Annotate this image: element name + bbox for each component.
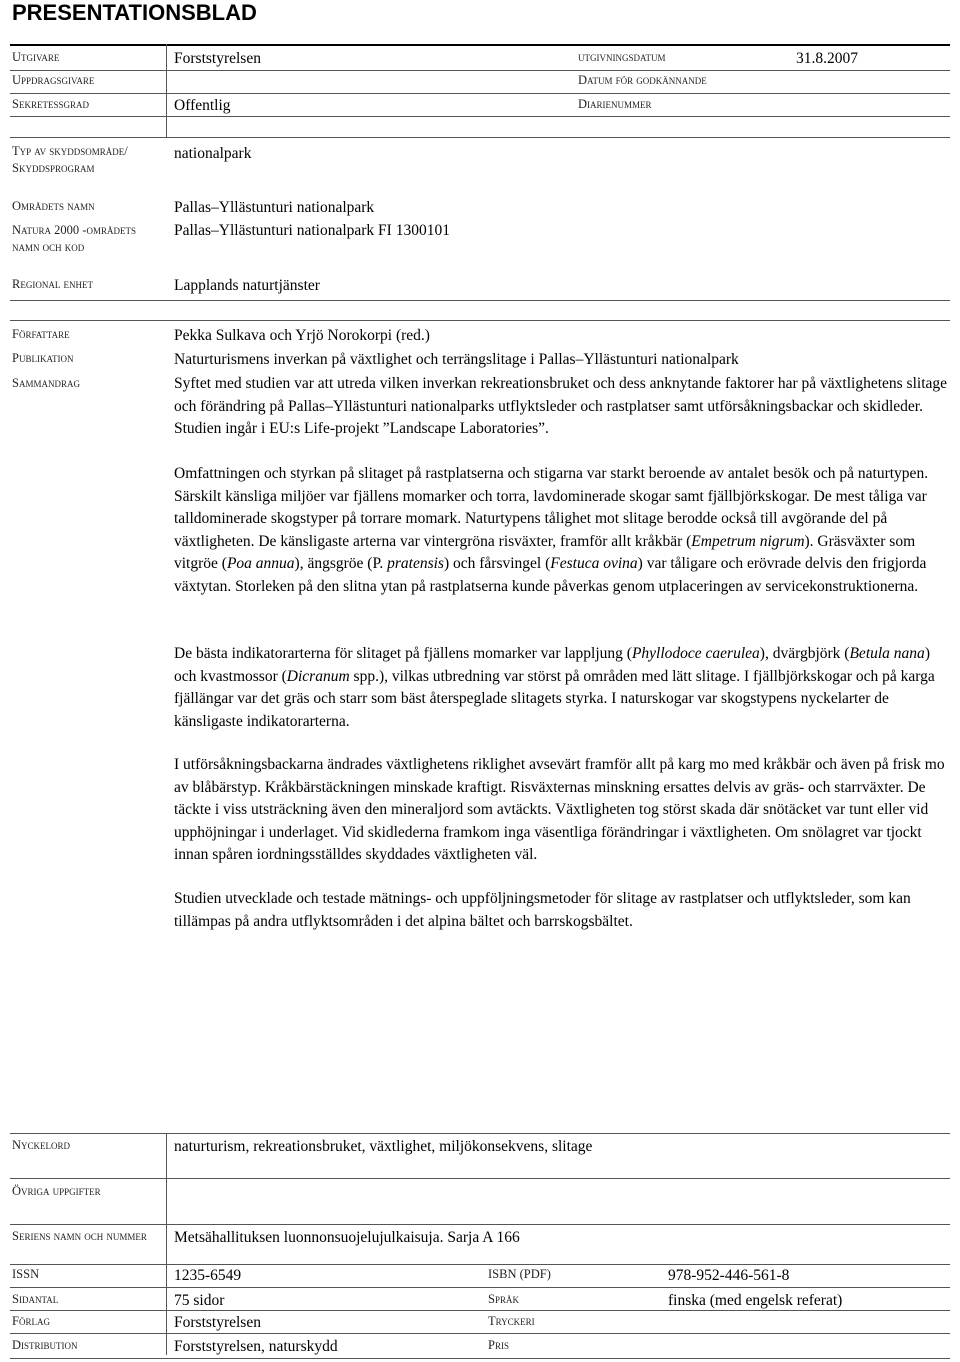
- typ-value: nationalpark: [174, 145, 252, 162]
- summary-text: Omfattningen och styrkan på slitaget på rastplatserna och stigarna var starkt beroende av antalet besök och på naturtypen. Särskilt känsliga miljöer var fjällens momarker och torra, lavdominerade skogar samt fjällbjörkskogar. De mest tåliga var talldominerade skogstyper på torrare momark. Naturtypens tålighet mot slitage berodde också till avgörande del på växtligheten. De känsligaste arterna var vintergröna risväxter, framför allt kråkbär (: [174, 465, 929, 550]
- page-title: PRESENTATIONSBLAD: [12, 0, 257, 25]
- summary-text: ), dvärgbjörk (: [759, 645, 850, 662]
- summary-text: ) och fårsvingel (: [443, 555, 551, 572]
- forfattare-value: Pekka Sulkava och Yrjö Norokorpi (red.): [174, 327, 430, 344]
- nyckelord-value: naturturism, rekreationsbruket, växtlighet, miljökonsekvens, slitage: [174, 1138, 593, 1155]
- header-rule-4: [10, 137, 950, 138]
- isbn-label: ISBN (PDF): [488, 1267, 551, 1281]
- area-bottom-rule: [10, 300, 950, 301]
- forlag-label: Förlag: [12, 1314, 50, 1328]
- omradets-namn-value: Pallas–Yllästunturi nationalpark: [174, 199, 375, 216]
- header-rule-2: [10, 93, 950, 94]
- summary-paragraph-5: Studien utvecklade och testade mätnings- och uppföljningsmetoder för slitage av rastplatser och utflyktsleder, som kan tillämpas på andra utflyktsområden i det alpina bältet och barrskogsbältet.: [174, 890, 911, 930]
- utgivningsdatum-value: 31.8.2007: [796, 50, 858, 67]
- datum-godkannande-label: Datum för godkännande: [578, 73, 707, 87]
- summary-paragraph-1: Syftet med studien var att utreda vilken inverkan rekreationsbruket och dess anknytande faktorer har på växtlighetens slitage och förändring på Pallas–Yllästunturi nationalparks utflyktsleder och rastplatser samt utförsåkningsbackar och skidleder. Studien ingår i EU:s Life-projekt ”Landscape Laboratories”.: [174, 375, 948, 437]
- distribution-value: Forststyrelsen, naturskydd: [174, 1338, 338, 1355]
- publikation-label: Publikation: [12, 351, 74, 365]
- header-rule-3: [10, 116, 950, 117]
- footer-rule-1: [10, 1178, 950, 1179]
- regional-value: Lapplands naturtjänster: [174, 277, 320, 294]
- diarienummer-label: Diarienummer: [578, 97, 652, 111]
- species-name: Festuca ovina: [550, 555, 638, 572]
- sidantal-value: 75 sidor: [174, 1292, 225, 1309]
- regional-label: Regional enhet: [12, 277, 93, 291]
- sprak-label: Språk: [488, 1292, 519, 1306]
- sammandrag-label: Sammandrag: [12, 376, 80, 390]
- summary-text: ), ängsgröe (P.: [294, 555, 388, 572]
- footer-top-rule: [10, 1133, 950, 1134]
- utgivare-value: Forststyrelsen: [174, 50, 261, 67]
- tryckeri-label: Tryckeri: [488, 1314, 535, 1328]
- summary-text: ) var tåligare och erövrade delvis den frigjorda växtytan. Storleken på den slitna ytan på rastplatserna kunde påverkas genom utplaceringen av servicekonstruktionerna.: [174, 555, 927, 595]
- species-name: Dicranum: [286, 667, 350, 685]
- species-name: Phyllodoce caerulea: [631, 645, 760, 662]
- summary-text: ). Gräsväxter som vitgröe (: [174, 532, 916, 572]
- distribution-label: Distribution: [12, 1338, 78, 1352]
- footer-rule-4: [10, 1287, 950, 1288]
- species-name: Empetrum nigrum: [691, 532, 805, 550]
- nyckelord-label: Nyckelord: [12, 1138, 71, 1152]
- sprak-value: finska (med engelsk referat): [668, 1292, 843, 1309]
- omradets-namn-label: Områdets namn: [12, 199, 95, 213]
- utgivningsdatum-label: utgivningsdatum: [578, 50, 666, 64]
- footer-col-divider: [166, 1133, 167, 1355]
- typ-label: Typ av skyddsområde/ Skyddsprogram: [12, 144, 128, 175]
- species-name: Betula nana: [849, 645, 925, 662]
- issn-label: ISSN: [12, 1267, 40, 1281]
- summary-text: ) och kvastmossor (: [174, 645, 930, 685]
- footer-rule-2: [10, 1224, 950, 1225]
- utgivare-label: Utgivare: [12, 50, 60, 64]
- serie-label: Seriens namn och nummer: [12, 1229, 147, 1243]
- forlag-value: Forststyrelsen: [174, 1314, 261, 1331]
- sidantal-label: Sidantal: [12, 1292, 59, 1306]
- footer-bottom-rule: [10, 1358, 950, 1359]
- pris-label: Pris: [488, 1338, 509, 1352]
- forfattare-label: Författare: [12, 327, 70, 341]
- sekretessgrad-value: Offentlig: [174, 97, 231, 114]
- header-rule-1: [10, 70, 950, 71]
- summary-text: De bästa indikatorarterna för slitaget på fjällens momarker var lappljung (: [174, 645, 632, 662]
- header-col-divider: [166, 44, 167, 137]
- uppdragsgivare-label: Uppdragsgivare: [12, 73, 95, 87]
- ovriga-label: Övriga uppgifter: [12, 1184, 101, 1198]
- footer-rule-5: [10, 1310, 950, 1311]
- publication-top-rule: [10, 320, 950, 321]
- summary-paragraph-3: [174, 643, 950, 733]
- footer-rule-6: [10, 1333, 950, 1334]
- header-top-rule: [10, 44, 950, 46]
- publikation-value: Naturturismens inverkan på växtlighet och terrängslitage i Pallas–Yllästunturi nationalpark: [174, 351, 739, 368]
- serie-value: Metsähallituksen luonnonsuojelujulkaisuja. Sarja A 166: [174, 1229, 520, 1246]
- sekretessgrad-label: Sekretessgrad: [12, 97, 89, 111]
- species-name: pratensis: [387, 555, 444, 572]
- species-name: Poa annua: [226, 555, 295, 572]
- summary-paragraph-2: [174, 463, 950, 598]
- summary-text: spp.), vilkas utbredning var störst på områden med lätt slitage. I fjällbjörkskogar och på karga fjällängar var det gräs och starr som bäst återspeglade slitagets styrka. I naturskogar var skogstypens nyckelarter de känsligaste indikatorarterna.: [174, 667, 935, 730]
- natura-label: Natura 2000 -områdets namn och kod: [12, 223, 136, 254]
- isbn-value: 978-952-446-561-8: [668, 1267, 790, 1284]
- summary-paragraph-4: I utförsåkningsbackarna ändrades växtlighetens riklighet avsevärt framför allt på karg mo med kråkbär och även på frisk mo av blåbärstyp. Kråkbärstäckningen minskade kraftigt. Risväxternas minskning ersattes delvis av gräs- och starrväxter. De täckte i viss utsträckning även den mineraljord som avtäckts. Växtligheten tog störst skada där snötäcket var tunt eller vid upphöjningar i underlaget. Vid skidlederna framkom inga väsentliga förändringar i växtligheten. Om snölagret var tjockt innan spåren iordningsställdes skyddades växtligheten väl.: [174, 756, 945, 863]
- footer-rule-3: [10, 1264, 950, 1265]
- issn-value: 1235-6549: [174, 1267, 242, 1284]
- natura-value: Pallas–Yllästunturi nationalpark FI 1300101: [174, 222, 450, 239]
